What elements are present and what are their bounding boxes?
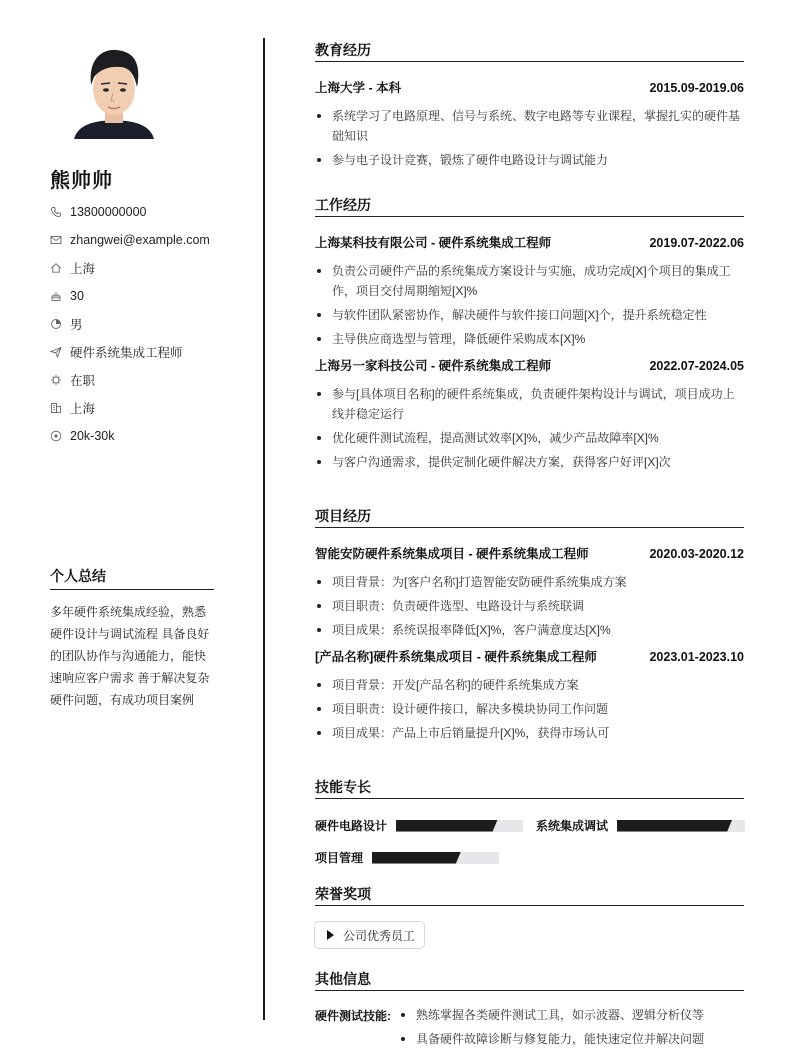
city-text: 上海: [70, 262, 96, 276]
summary-text: [50, 601, 218, 711]
project-bullets: [315, 675, 744, 743]
skill-name: 系统集成调试: [536, 819, 609, 833]
summary-line: 硬件问题，有成功项目案例: [50, 693, 195, 707]
skill-bar: [372, 852, 499, 864]
summary-line: 的团队协作与沟通能力，能快: [50, 649, 207, 663]
project-bullets: [315, 572, 744, 640]
projects-section: [315, 507, 744, 747]
gender-row: [50, 310, 250, 338]
project-date: 2023.01-2023.10: [649, 650, 744, 664]
honors-section: [315, 885, 744, 906]
project-head: [315, 545, 744, 563]
job-bullets: [315, 261, 744, 349]
position-row: [50, 338, 250, 366]
list-item: 项目职责：负责硬件选型、电路设计与系统联调: [315, 596, 744, 616]
skill-bar-fill: [617, 820, 732, 832]
projects-title: 项目经历: [315, 507, 744, 528]
status-icon: [50, 374, 62, 386]
status-text: 在职: [70, 374, 96, 388]
job-title: 上海某科技有限公司 - 硬件系统集成工程师: [315, 236, 552, 250]
list-item: 系统学习了电路原理、信号与系统、数字电路等专业课程，掌握扎实的硬件基础知识: [315, 106, 744, 146]
education-entry-head: [315, 79, 744, 97]
skill-bar: [396, 820, 523, 832]
work-city-text: 上海: [70, 402, 96, 416]
list-item: 熟练掌握各类硬件测试工具，如示波器、逻辑分析仪等: [399, 1005, 744, 1025]
award-text: 公司优秀员工: [343, 928, 416, 943]
salary-row: [50, 422, 250, 450]
job-head: [315, 234, 744, 252]
list-item: 项目背景：开发[产品名称]的硬件系统集成方案: [315, 675, 744, 695]
skill-item: [315, 849, 499, 866]
list-item: 项目职责：设计硬件接口，解决多模块协同工作问题: [315, 699, 744, 719]
work-title: 工作经历: [315, 196, 744, 217]
skill-item: [315, 817, 523, 834]
age-text: 30: [70, 289, 84, 303]
list-item: 与客户沟通需求，提供定制化硬件解决方案，获得客户好评[X]次: [315, 452, 744, 472]
building-icon: [50, 402, 62, 414]
job-title: 上海另一家科技公司 - 硬件系统集成工程师: [315, 359, 552, 373]
gender-icon: [50, 318, 62, 330]
project-title: [产品名称]硬件系统集成项目 - 硬件系统集成工程师: [315, 650, 597, 664]
phone-text: 13800000000: [70, 205, 147, 219]
list-item: 项目成果：系统误报率降低[X]%，客户满意度达[X]%: [315, 620, 744, 640]
position-text: 硬件系统集成工程师: [70, 346, 183, 360]
summary-line: 速响应客户需求 善于解决复杂: [50, 671, 210, 685]
city-row: [50, 254, 250, 282]
education-title: 教育经历: [315, 41, 744, 62]
column-divider: [263, 38, 265, 1020]
project-date: 2020.03-2020.12: [649, 547, 744, 561]
job-date: 2022.07-2024.05: [649, 359, 744, 373]
work-city-row: [50, 394, 250, 422]
mail-icon: [50, 234, 62, 246]
other-section: [315, 970, 744, 991]
skill-item: [536, 817, 745, 834]
education-section: [315, 41, 744, 174]
work-section: [315, 196, 744, 476]
list-item: 具备硬件故障诊断与修复能力，能快速定位并解决问题: [399, 1029, 744, 1049]
candidate-name: 熊帅帅: [50, 170, 113, 192]
list-item: 与软件团队紧密协作，解决硬件与软件接口问题[X]个，提升系统稳定性: [315, 305, 744, 325]
project-title: 智能安防硬件系统集成项目 - 硬件系统集成工程师: [315, 547, 589, 561]
cake-icon: [50, 290, 62, 302]
other-title: 其他信息: [315, 970, 744, 991]
skills-section: [315, 778, 744, 799]
list-item: 项目背景：为[客户名称]打造智能安防硬件系统集成方案: [315, 572, 744, 592]
list-item: 参与电子设计竞赛，锻炼了硬件电路设计与调试能力: [315, 150, 744, 170]
education-school: 上海大学 - 本科: [315, 81, 402, 95]
status-row: [50, 366, 250, 394]
job-bullets: [315, 384, 744, 472]
phone-icon: [50, 206, 62, 218]
skill-name: 项目管理: [315, 851, 364, 865]
skill-bar: [617, 820, 745, 832]
skill-bar-fill: [372, 852, 461, 864]
play-icon: [327, 930, 334, 940]
list-item: 参与[具体项目名称]的硬件系统集成，负责硬件架构设计与调试，项目成功上线并稳定运行: [315, 384, 744, 424]
skill-bar-fill: [396, 820, 498, 832]
other-label: 硬件测试技能:: [315, 1009, 391, 1023]
award-badge: [314, 921, 425, 949]
summary-line: 硬件设计与调试流程 具备良好: [50, 627, 210, 641]
salary-text: 20k-30k: [70, 429, 115, 443]
gender-text: 男: [70, 318, 83, 332]
list-item: 负责公司硬件产品的系统集成方案设计与实施，成功完成[X]个项目的集成工作，项目交付周期缩短[X]%: [315, 261, 744, 301]
home-icon: [50, 262, 62, 274]
honors-title: 荣誉奖项: [315, 885, 744, 906]
skills-title: 技能专长: [315, 778, 744, 799]
project-head: [315, 648, 744, 666]
education-date: 2015.09-2019.06: [649, 81, 744, 95]
list-item: 优化硬件测试流程，提高测试效率[X]%，减少产品故障率[X]%: [315, 428, 744, 448]
summary-line: 多年硬件系统集成经验，熟悉: [50, 605, 207, 619]
sidebar: [0, 0, 264, 1058]
job-head: [315, 357, 744, 375]
summary-title: 个人总结: [50, 566, 214, 590]
send-icon: [50, 346, 62, 358]
job-date: 2019.07-2022.06: [649, 236, 744, 250]
contact-info: [50, 198, 250, 450]
email-text: zhangwei@example.com: [70, 233, 210, 247]
email-row: [50, 226, 250, 254]
list-item: 主导供应商选型与管理，降低硬件采购成本[X]%: [315, 329, 744, 349]
avatar: [70, 43, 158, 139]
list-item: 项目成果：产品上市后销量提升[X]%，获得市场认可: [315, 723, 744, 743]
skill-name: 硬件电路设计: [315, 819, 388, 833]
other-bullets: [399, 1005, 744, 1053]
salary-icon: [50, 430, 62, 442]
education-bullets: [315, 106, 744, 170]
phone-row: [50, 198, 250, 226]
age-row: [50, 282, 250, 310]
